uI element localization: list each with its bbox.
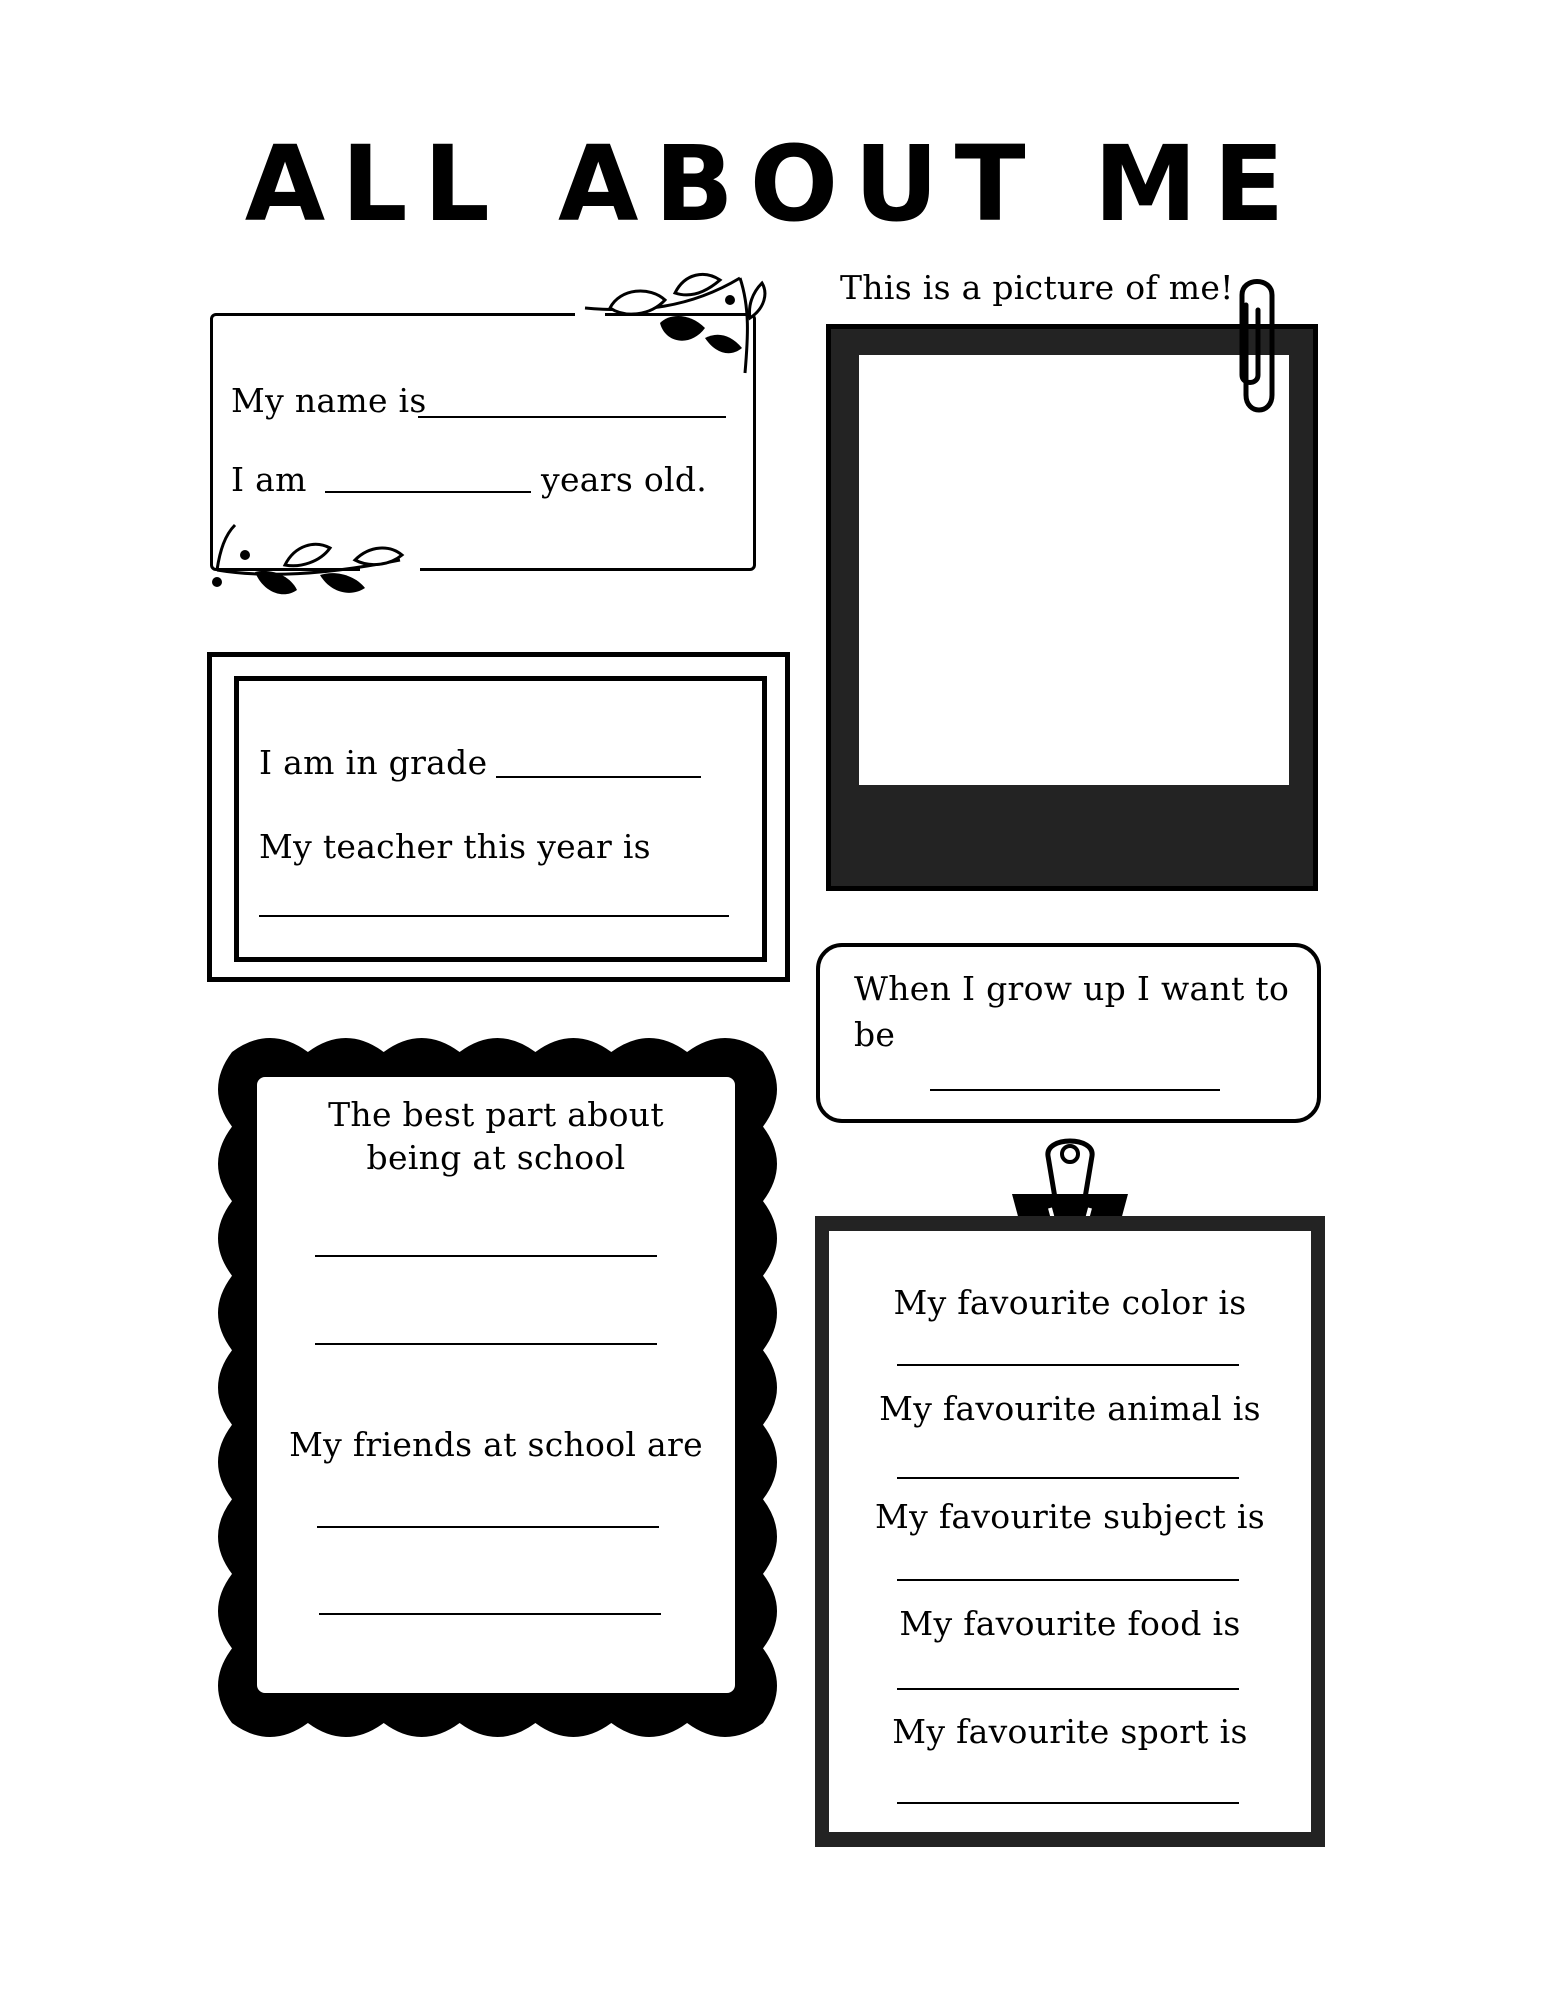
- leaf-branch-icon: [580, 268, 770, 378]
- photo-caption: This is a picture of me!: [840, 268, 1234, 307]
- page-title: ALL ABOUT ME: [244, 123, 1301, 245]
- favourite-subject-line[interactable]: [897, 1579, 1239, 1581]
- grow-up-label-continued: be: [854, 1015, 896, 1054]
- age-label: I am: [231, 460, 307, 499]
- best-part-answer-line-1[interactable]: [315, 1255, 657, 1257]
- age-answer-line[interactable]: [325, 491, 531, 493]
- age-suffix: years old.: [541, 460, 708, 499]
- teacher-answer-line[interactable]: [259, 915, 729, 917]
- photo-area[interactable]: [859, 355, 1289, 785]
- grade-answer-line[interactable]: [496, 776, 701, 778]
- friends-label: My friends at school are: [289, 1425, 703, 1464]
- best-part-label: The best part about: [328, 1095, 664, 1134]
- grade-label: I am in grade: [259, 743, 488, 782]
- favourite-sport-line[interactable]: [897, 1802, 1239, 1804]
- favourite-animal-label: My favourite animal is: [879, 1389, 1261, 1428]
- favourite-sport-label: My favourite sport is: [892, 1712, 1248, 1751]
- favourite-color-label: My favourite color is: [893, 1283, 1247, 1322]
- best-part-answer-line-2[interactable]: [315, 1343, 657, 1345]
- favourites-card: [815, 1216, 1325, 1847]
- grow-up-answer-line[interactable]: [930, 1089, 1220, 1091]
- grow-up-card: [816, 943, 1321, 1123]
- best-part-label-continued: being at school: [366, 1138, 626, 1177]
- friends-answer-line-2[interactable]: [319, 1613, 661, 1615]
- favourite-animal-line[interactable]: [897, 1477, 1239, 1479]
- name-answer-line[interactable]: [418, 416, 726, 418]
- leaf-branch-icon: [205, 520, 405, 615]
- school-card: [255, 1075, 737, 1695]
- favourite-food-line[interactable]: [897, 1688, 1239, 1690]
- grade-teacher-card: [207, 652, 790, 982]
- favourite-food-label: My favourite food is: [899, 1604, 1241, 1643]
- paperclip-icon: [1228, 275, 1288, 425]
- grow-up-label: When I grow up I want to: [854, 969, 1290, 1008]
- name-label: My name is: [231, 381, 427, 420]
- favourite-color-line[interactable]: [897, 1364, 1239, 1366]
- teacher-label: My teacher this year is: [259, 827, 651, 866]
- favourite-subject-label: My favourite subject is: [875, 1497, 1265, 1536]
- friends-answer-line-1[interactable]: [317, 1526, 659, 1528]
